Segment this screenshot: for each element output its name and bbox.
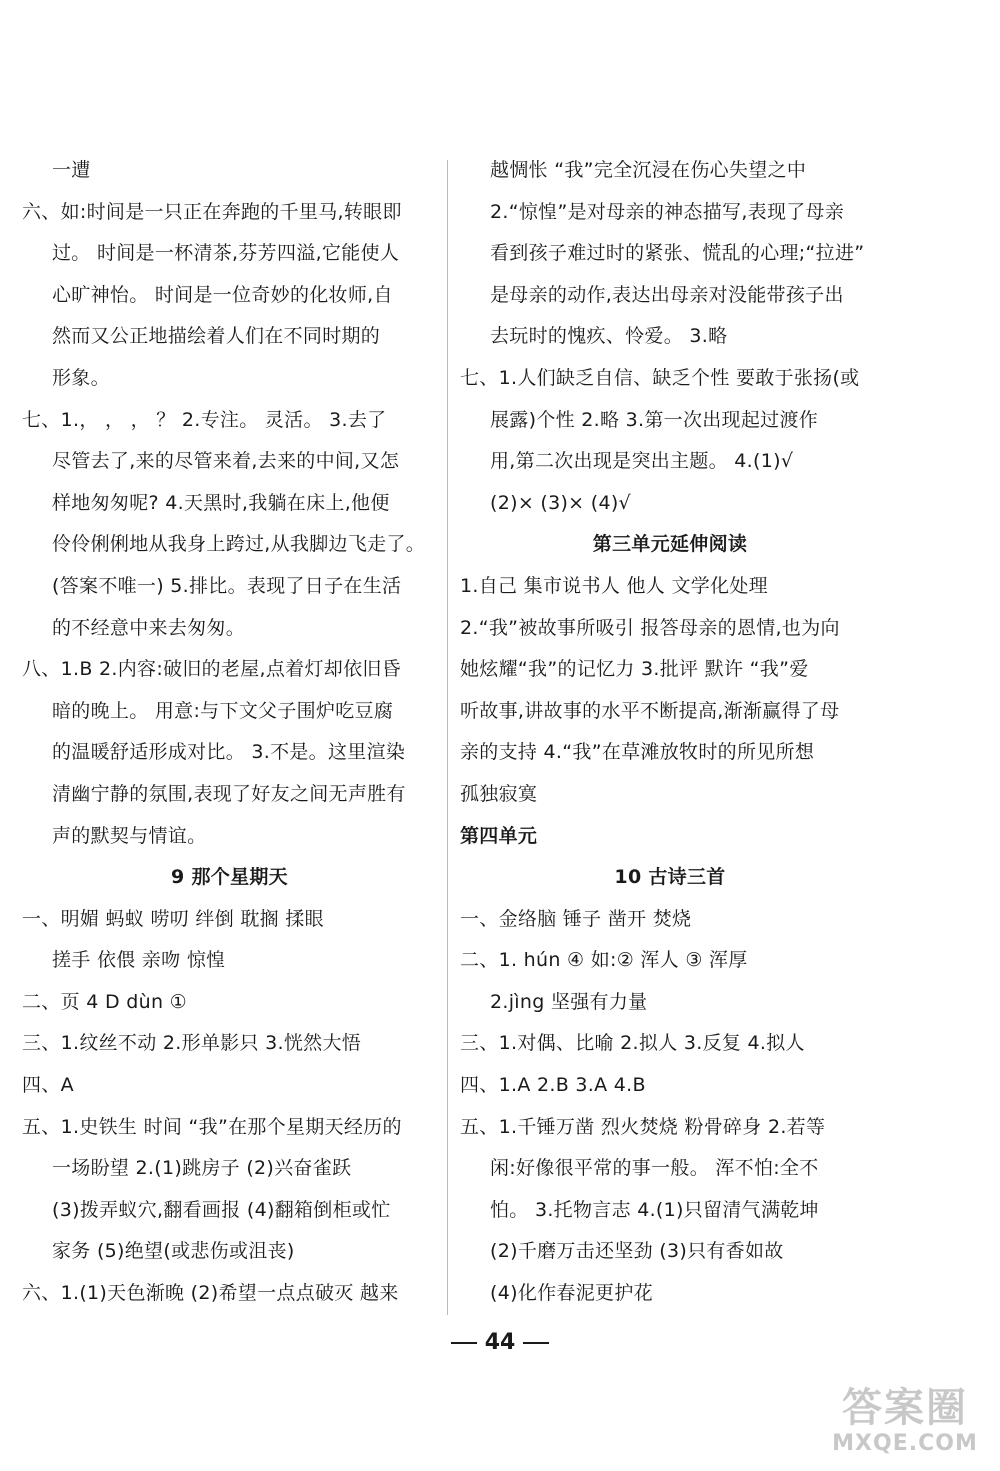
section-title: 第三单元延伸阅读 [592,533,748,556]
answer-line: 闲:好像很平常的事一般。 浑不怕:全不 [490,1157,819,1180]
answer-line: 五、1.史铁生 时间 “我”在那个星期天经历的 [22,1115,402,1138]
answer-line: 声的默契与情谊。 [52,824,207,847]
answer-line: 孤独寂寞 [460,782,538,805]
answer-line: 过。 时间是一杯清茶,芬芳四溢,它能使人 [52,242,400,265]
answer-line: 清幽宁静的氛围,表现了好友之间无声胜有 [52,782,406,805]
page-number-dash-left [451,1342,477,1344]
watermark-top-text: 答案圈 [842,1385,968,1431]
answer-line: (4)化作春泥更护花 [490,1282,653,1305]
answer-line: 的不经意中来去匆匆。 [52,616,246,639]
page-number [0,1328,1000,1358]
answer-line: 的温暖舒适形成对比。 3.不是。这里渲染 [52,741,406,764]
answer-line: 怕。 3.托物言志 4.(1)只留清气满乾坤 [490,1198,819,1221]
page-number-dash-right [523,1342,549,1344]
answer-line: 七、1.人们缺乏自信、缺乏个性 要敢于张扬(或 [460,366,860,389]
section-title: 9 那个星期天 [171,866,288,889]
answer-line: 展露)个性 2.略 3.第一次出现起过渡作 [490,408,819,431]
answer-line: 尽管去了,来的尽管来着,去来的中间,又怎 [52,450,400,473]
answer-line: 伶伶俐俐地从我身上跨过,从我脚边飞走了。 [52,533,426,556]
answer-line: 四、A [22,1074,74,1097]
answer-line: 四、1.A 2.B 3.A 4.B [460,1074,646,1097]
answer-line: 形象。 [52,366,110,389]
answer-line: 一遭 [52,159,91,181]
answer-line: 2.jìng 坚强有力量 [490,990,648,1013]
answer-line: 2.“我”被故事所吸引 报答母亲的恩情,也为向 [460,616,840,639]
answer-line: 一、金络脑 锤子 凿开 焚烧 [460,907,692,930]
answer-line: 家务 (5)绝望(或悲伤或沮丧) [52,1240,295,1263]
answer-line: 五、1.千锤万凿 烈火焚烧 粉骨碎身 2.若等 [460,1115,826,1138]
answer-line: (2)千磨万击还坚劲 (3)只有香如故 [490,1240,784,1263]
answer-line: 搓手 依偎 亲吻 惊惶 [52,949,226,972]
answer-line: 七、1.， ， ， ？ 2.专注。 灵活。 3.去了 [22,408,387,431]
answer-line: (2)× (3)× (4)√ [490,491,631,514]
answer-line: 1.自己 集市说书人 他人 文学化处理 [460,574,768,597]
answer-line: (答案不唯一) 5.排比。表现了日子在生活 [52,574,402,597]
watermark-bottom-text: MXQE.COM [832,1431,978,1456]
answer-line: 二、页 4 D dùn ① [22,990,187,1013]
answer-line: 一场盼望 2.(1)跳房子 (2)兴奋雀跃 [52,1157,352,1180]
answer-line: 六、1.(1)天色渐晚 (2)希望一点点破灭 越来 [22,1282,399,1305]
answer-line: 暗的晚上。 用意:与下文父子围炉吃豆腐 [52,699,394,722]
answer-line: 听故事,讲故事的水平不断提高,渐渐赢得了母 [460,699,840,722]
answer-line: 去玩时的愧疚、怜爱。 3.略 [490,325,728,348]
answer-line: 一、明媚 蚂蚁 唠叨 绊倒 耽搁 揉眼 [22,907,324,930]
watermark-logo [820,1385,990,1465]
answer-line: 二、1. hún ④ 如:② 浑人 ③ 浑厚 [460,949,748,972]
answer-line: 2.“惊惶”是对母亲的神态描写,表现了母亲 [490,200,845,223]
answer-line: 六、如:时间是一只正在奔跑的千里马,转眼即 [22,200,402,223]
answer-line: 三、1.纹丝不动 2.形单影只 3.恍然大悟 [22,1032,362,1055]
answer-line: 是母亲的动作,表达出母亲对没能带孩子出 [490,283,844,306]
answer-line: 八、1.B 2.内容:破旧的老屋,点着灯却依旧昏 [22,658,401,681]
answer-line: 三、1.对偶、比喻 2.拟人 3.反复 4.拟人 [460,1032,805,1055]
left-column [22,150,437,1315]
answer-line: 她炫耀“我”的记忆力 3.批评 默许 “我”爱 [460,658,809,681]
answer-line: 看到孩子难过时的紧张、慌乱的心理;“拉进” [490,242,865,265]
answer-line: 然而又公正地描绘着人们在不同时期的 [52,325,381,348]
unit-heading: 第四单元 [460,824,538,847]
answer-line: 越惆怅 “我”完全沉浸在伤心失望之中 [490,159,807,181]
page-number-value: 44 [484,1330,516,1355]
answer-line: 心旷神怡。 时间是一位奇妙的化妆师,自 [52,283,393,306]
column-divider [447,160,448,1315]
answer-line: 样地匆匆呢? 4.天黑时,我躺在床上,他便 [52,491,390,514]
right-column [460,150,880,1315]
answer-line: 用,第二次出现是突出主题。 4.(1)√ [490,450,794,473]
answer-line: (3)拨弄蚁穴,翻看画报 (4)翻箱倒柜或忙 [52,1198,391,1221]
section-title: 10 古诗三首 [614,866,726,889]
answer-line: 亲的支持 4.“我”在草滩放牧时的所见所想 [460,741,815,764]
